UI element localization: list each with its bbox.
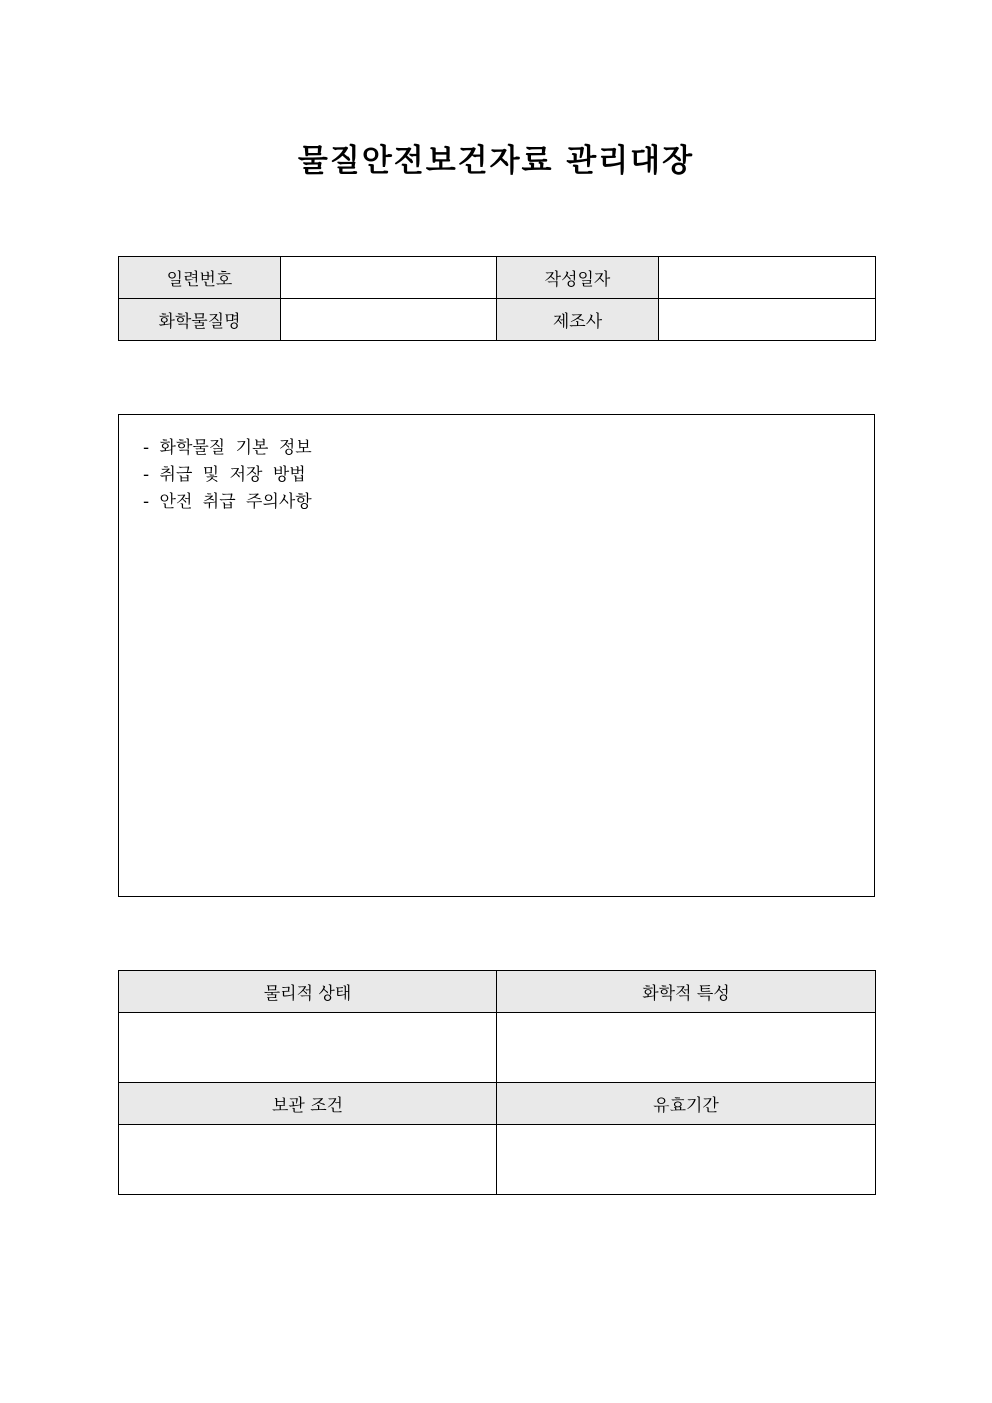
physical-state-label: 물리적 상태 [119,971,497,1013]
notes-item: - 안전 취급 주의사항 [143,492,312,512]
chemical-name-label: 화학물질명 [119,299,281,341]
storage-conditions-field[interactable] [119,1125,497,1195]
date-written-label: 작성일자 [497,257,659,299]
expiry-period-field[interactable] [497,1125,876,1195]
chemical-properties-field[interactable] [497,1013,876,1083]
chemical-properties-label: 화학적 특성 [497,971,876,1013]
notes-item: - 화학물질 기본 정보 [143,438,312,458]
date-written-field[interactable] [659,257,876,299]
chemical-name-field[interactable] [281,299,497,341]
notes-list [119,415,874,516]
notes-item: - 취급 및 저장 방법 [143,465,306,485]
storage-conditions-label: 보관 조건 [119,1083,497,1125]
page-title: 물질안전보건자료 관리대장 [297,143,695,179]
physical-state-field[interactable] [119,1013,497,1083]
properties-table [118,970,876,1195]
manufacturer-field[interactable] [659,299,876,341]
serial-number-field[interactable] [281,257,497,299]
manufacturer-label: 제조사 [497,299,659,341]
expiry-period-label: 유효기간 [497,1083,876,1125]
serial-number-label: 일련번호 [119,257,281,299]
basic-info-table [118,256,876,341]
notes-box[interactable] [118,414,875,897]
